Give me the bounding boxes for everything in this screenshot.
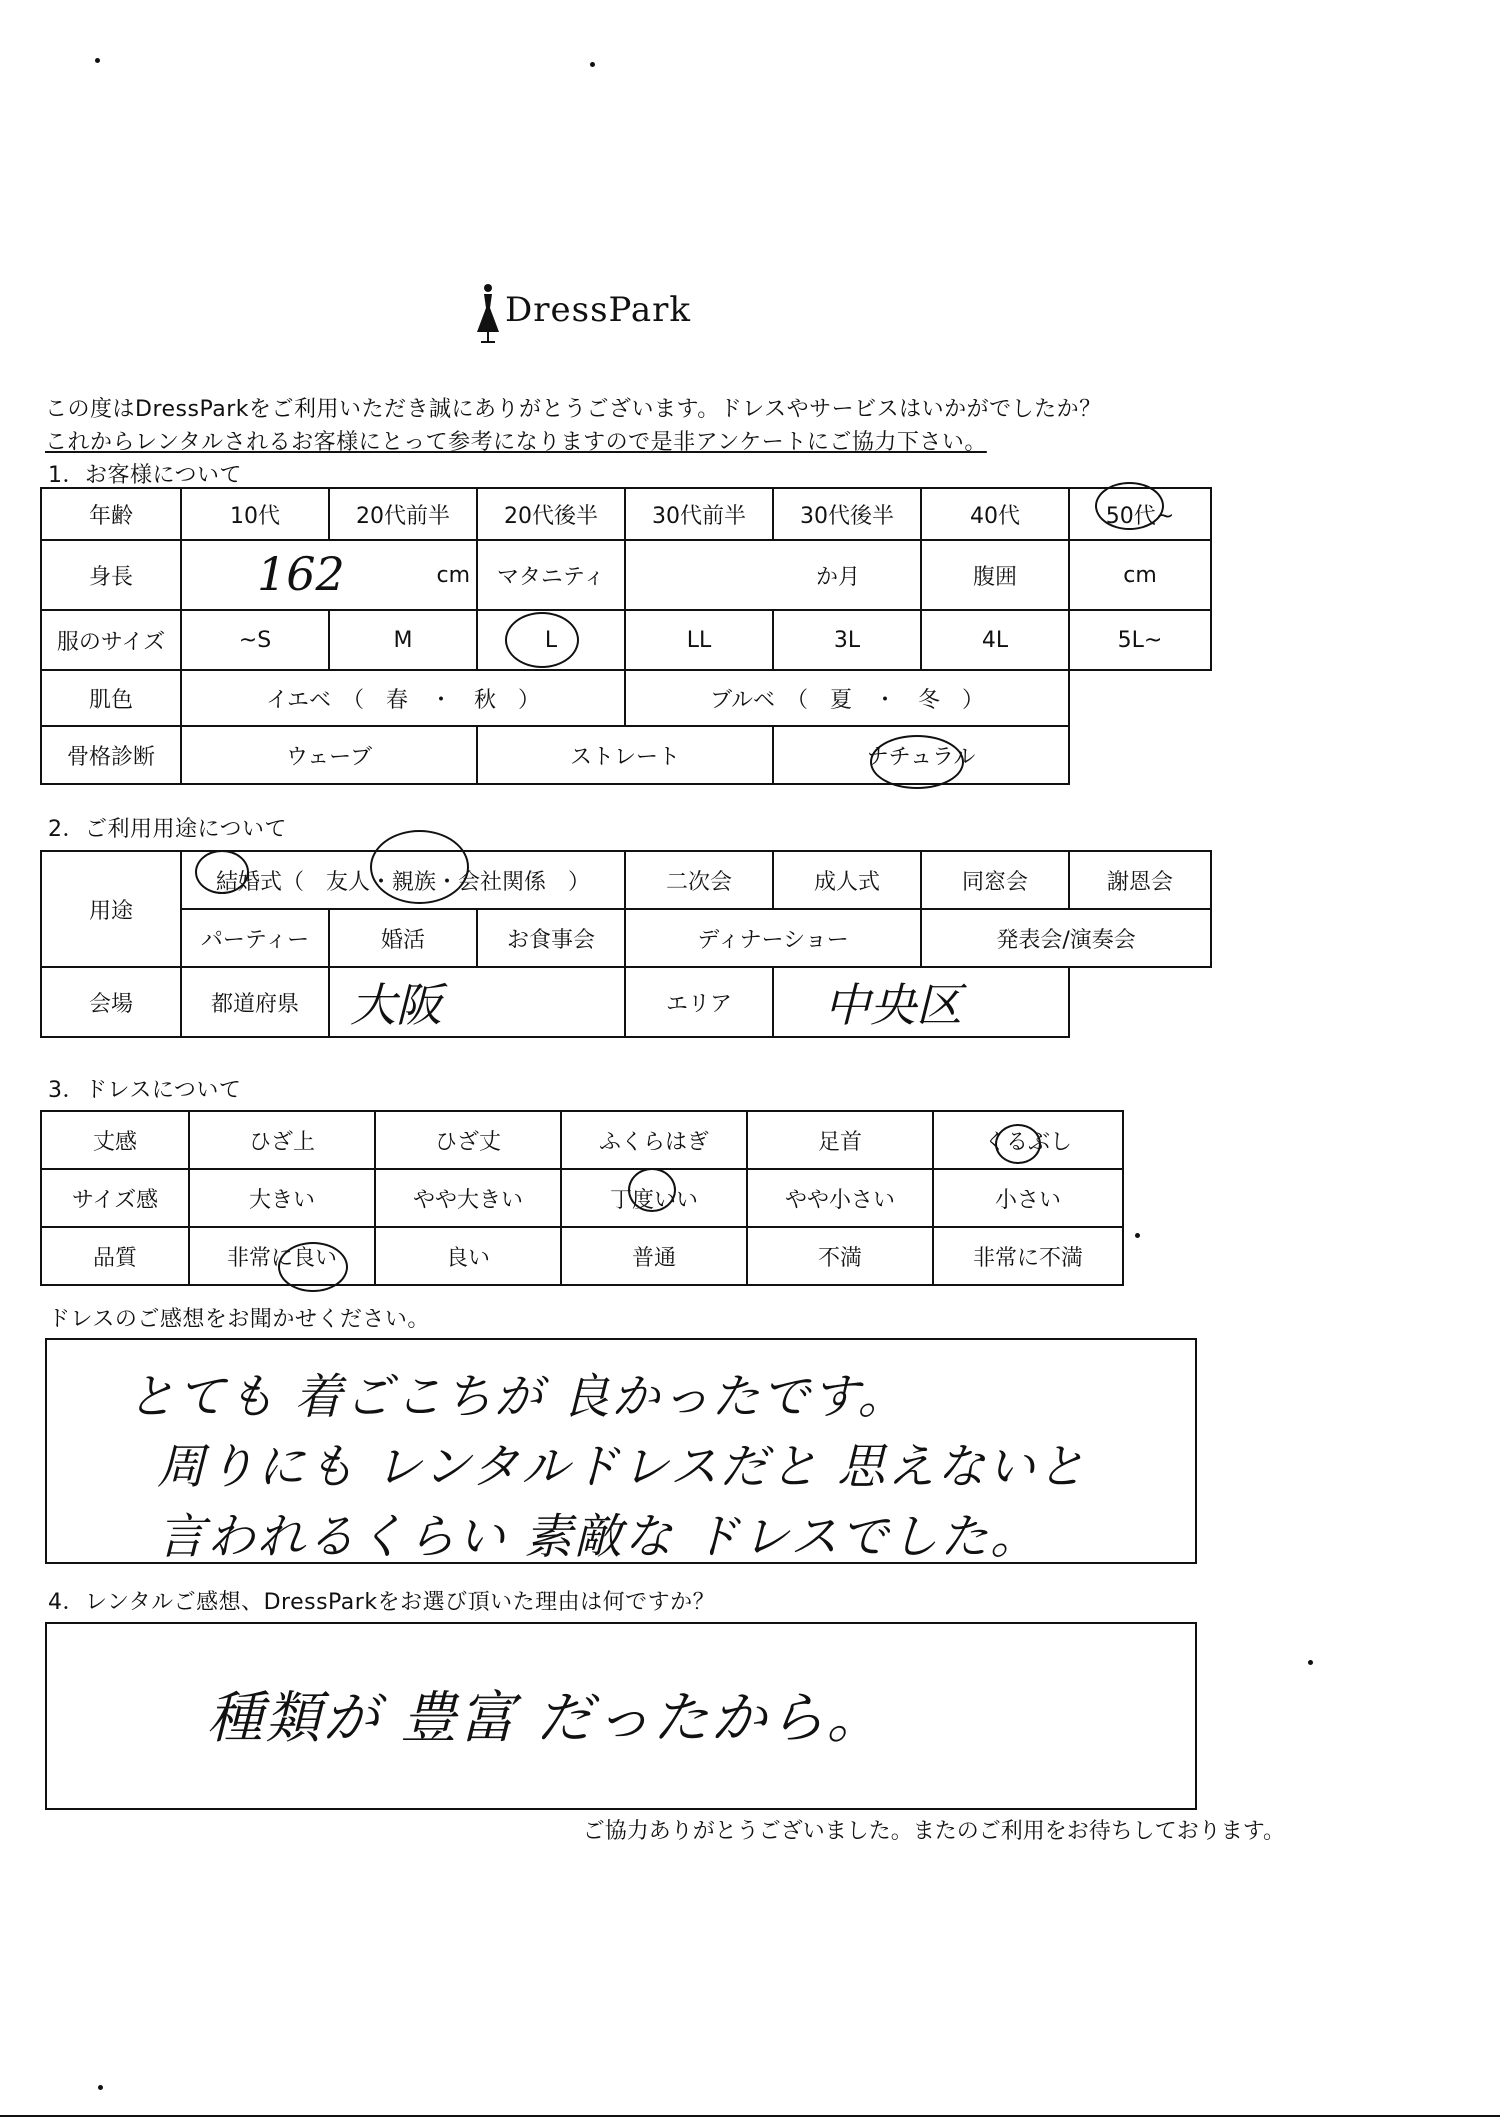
size-option[interactable]: M bbox=[329, 610, 477, 670]
fit-option[interactable]: 大きい bbox=[189, 1169, 375, 1227]
skin-row bbox=[41, 670, 1211, 726]
length-label: 丈感 bbox=[41, 1111, 189, 1169]
height-unit: cm bbox=[436, 563, 470, 588]
frame-option[interactable]: ストレート bbox=[477, 726, 773, 784]
size-option[interactable]: ~S bbox=[181, 610, 329, 670]
frame-row bbox=[41, 726, 1211, 784]
maternity-months[interactable]: か月 bbox=[625, 540, 921, 610]
size-option[interactable]: 3L bbox=[773, 610, 921, 670]
age-option-selected[interactable]: 50代~ bbox=[1069, 488, 1211, 540]
length-option[interactable]: 足首 bbox=[747, 1111, 933, 1169]
dress-comment-box[interactable] bbox=[45, 1338, 1197, 1564]
skin-label: 肌色 bbox=[41, 670, 181, 726]
section1-title: 1．お客様について bbox=[48, 463, 243, 488]
reason-answer-box[interactable] bbox=[45, 1622, 1197, 1810]
scan-speck bbox=[98, 2085, 103, 2090]
purpose-option[interactable]: パーティー bbox=[181, 909, 329, 967]
skin-yellow-option[interactable]: イエベ （ 春 ・ 秋 ） bbox=[181, 670, 625, 726]
purpose-option[interactable]: 発表会/演奏会 bbox=[921, 909, 1211, 967]
purpose-option[interactable]: 同窓会 bbox=[921, 851, 1069, 909]
usage-table bbox=[40, 850, 1212, 1038]
scan-speck bbox=[95, 58, 100, 63]
age-row bbox=[41, 488, 1211, 540]
brand-logo bbox=[505, 290, 691, 330]
section2-title: 2．ご利用用途について bbox=[48, 817, 288, 842]
frame-label: 骨格診断 bbox=[41, 726, 181, 784]
intro-line-1: この度はDressParkをご利用いただき誠にありがとうございます。ドレスやサービスはいかがでしたか？ bbox=[45, 397, 1102, 422]
quality-option[interactable]: 不満 bbox=[747, 1227, 933, 1285]
comment-line-3: 言われるくらい 素敵な ドレスでした。 bbox=[157, 1509, 1041, 1565]
quality-label: 品質 bbox=[41, 1227, 189, 1285]
age-option[interactable]: 20代前半 bbox=[329, 488, 477, 540]
area-value: 中央区 bbox=[824, 978, 963, 1032]
size-option[interactable]: 4L bbox=[921, 610, 1069, 670]
skin-blue-option[interactable]: ブルベ （ 夏 ・ 冬 ） bbox=[625, 670, 1069, 726]
height-row bbox=[41, 540, 1211, 610]
waist-unit[interactable]: cm bbox=[1069, 540, 1211, 610]
age-option[interactable]: 30代前半 bbox=[625, 488, 773, 540]
fit-option[interactable]: 小さい bbox=[933, 1169, 1123, 1227]
purpose-option[interactable]: 成人式 bbox=[773, 851, 921, 909]
fit-option-selected[interactable]: 丁度いい bbox=[561, 1169, 747, 1227]
purpose-option[interactable]: 婚活 bbox=[329, 909, 477, 967]
age-option[interactable]: 10代 bbox=[181, 488, 329, 540]
dress-figure-icon bbox=[475, 282, 501, 344]
purpose-option[interactable]: お食事会 bbox=[477, 909, 625, 967]
size-row bbox=[41, 610, 1211, 670]
section3-title: 3．ドレスについて bbox=[48, 1078, 242, 1103]
size-label: 服のサイズ bbox=[41, 610, 181, 670]
quality-option[interactable]: 非常に不満 bbox=[933, 1227, 1123, 1285]
length-option-selected[interactable]: くるぶし bbox=[933, 1111, 1123, 1169]
fit-option[interactable]: やや小さい bbox=[747, 1169, 933, 1227]
height-value: 162 bbox=[257, 547, 345, 601]
size-option-selected[interactable]: L bbox=[477, 610, 625, 670]
age-label: 年齢 bbox=[41, 488, 181, 540]
maternity-label: マタニティ bbox=[477, 540, 625, 610]
size-option[interactable]: 5L~ bbox=[1069, 610, 1211, 670]
prefecture-value: 大阪 bbox=[350, 978, 442, 1032]
fit-option[interactable]: やや大きい bbox=[375, 1169, 561, 1227]
purpose-wedding[interactable]: 結婚式（ 友人・親族・会社関係 ） bbox=[181, 851, 625, 909]
purpose-option[interactable]: 二次会 bbox=[625, 851, 773, 909]
comment-prompt: ドレスのご感想をお聞かせください。 bbox=[48, 1307, 430, 1332]
height-label: 身長 bbox=[41, 540, 181, 610]
dress-table bbox=[40, 1110, 1124, 1286]
quality-option[interactable]: 良い bbox=[375, 1227, 561, 1285]
purpose-option[interactable]: 謝恩会 bbox=[1069, 851, 1211, 909]
venue-label: 会場 bbox=[41, 967, 181, 1037]
closing-message: ご協力ありがとうございました。またのご利用をお待ちしております。 bbox=[582, 1819, 1285, 1844]
length-option[interactable]: ひざ丈 bbox=[375, 1111, 561, 1169]
scan-speck bbox=[1135, 1233, 1140, 1238]
purpose-option[interactable]: ディナーショー bbox=[625, 909, 921, 967]
prefecture-label: 都道府県 bbox=[181, 967, 329, 1037]
section4-title: 4．レンタルご感想、DressParkをお選び頂いた理由は何ですか？ bbox=[48, 1590, 716, 1615]
frame-option[interactable]: ウェーブ bbox=[181, 726, 477, 784]
length-option[interactable]: ひざ上 bbox=[189, 1111, 375, 1169]
quality-option[interactable]: 普通 bbox=[561, 1227, 747, 1285]
size-option[interactable]: LL bbox=[625, 610, 773, 670]
reason-answer: 種類が 豊富 だったから。 bbox=[207, 1686, 885, 1751]
area-label: エリア bbox=[625, 967, 773, 1037]
age-option[interactable]: 20代後半 bbox=[477, 488, 625, 540]
scan-bottom-edge bbox=[0, 2115, 1500, 2117]
scan-speck bbox=[590, 62, 595, 67]
customer-table bbox=[40, 487, 1212, 785]
fit-label: サイズ感 bbox=[41, 1169, 189, 1227]
intro-line-2: これからレンタルされるお客様にとって参考になりますので是非アンケートにご協力下さい。 bbox=[45, 430, 987, 455]
length-option[interactable]: ふくらはぎ bbox=[561, 1111, 747, 1169]
comment-line-2: 周りにも レンタルドレスだと 思えないと bbox=[157, 1439, 1087, 1495]
area-field[interactable] bbox=[773, 967, 1069, 1037]
comment-line-1: とても 着ごこちが 良かったです。 bbox=[127, 1369, 908, 1425]
frame-option-selected[interactable]: ナチュラル bbox=[773, 726, 1069, 784]
age-option[interactable]: 40代 bbox=[921, 488, 1069, 540]
prefecture-field[interactable] bbox=[329, 967, 625, 1037]
brand-name: DressPark bbox=[505, 290, 692, 330]
age-option[interactable]: 30代後半 bbox=[773, 488, 921, 540]
waist-label: 腹囲 bbox=[921, 540, 1069, 610]
height-field[interactable] bbox=[181, 540, 477, 610]
quality-option-selected[interactable]: 非常に良い bbox=[189, 1227, 375, 1285]
scan-speck bbox=[1308, 1660, 1313, 1665]
purpose-label: 用途 bbox=[41, 851, 181, 967]
